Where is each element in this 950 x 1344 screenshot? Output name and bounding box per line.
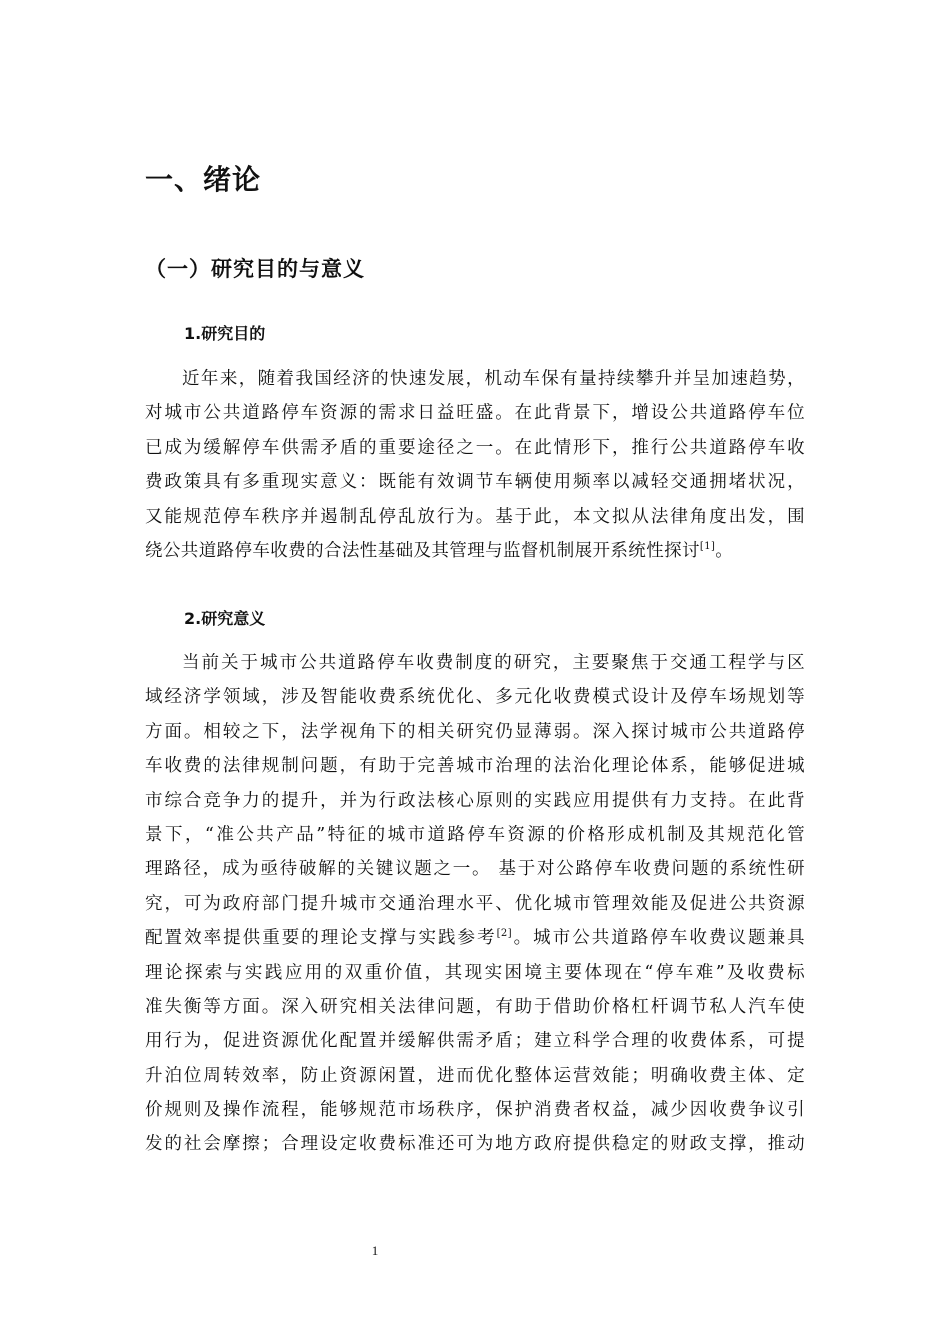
chapter-heading: 一、绪论 [145, 163, 262, 196]
paragraph-significance [145, 646, 805, 1162]
paragraph-line: 绕公共道路停车收费的合法性基础及其管理与监督机制展开系统性探讨[1]。 [145, 540, 734, 561]
paragraph-line: 已成为缓解停车供需矛盾的重要途径之一。在此情形下，推行公共道路停车收 [145, 437, 805, 458]
paragraph-line: 又能规范停车秩序并遏制乱停乱放行为。基于此，本文拟从法律角度出发，围 [145, 506, 805, 527]
citation-ref: [1] [699, 540, 716, 552]
paragraph-line: 域经济学领域，涉及智能收费系统优化、多元化收费模式设计及停车场规划等 [145, 687, 805, 708]
paragraph-line: 景下，“准公共产品”特征的城市道路停车资源的价格形成机制及其规范化管 [145, 824, 805, 845]
paragraph-line: 对城市公共道路停车资源的需求日益旺盛。在此背景下，增设公共道路停车位 [145, 403, 805, 424]
paragraph-line: 配置效率提供重要的理论支撑与实践参考[2]。城市公共道路停车收费议题兼具 [145, 928, 806, 949]
paragraph-line: 车收费的法律规制问题，有助于完善城市治理的法治化理论体系，能够促进城 [145, 756, 805, 777]
paragraph-line: 费政策具有多重现实意义：既能有效调节车辆使用频率以减轻交通拥堵状况， [145, 472, 805, 493]
paragraph-line: 当前关于城市公共道路停车收费制度的研究，主要聚焦于交通工程学与区 [182, 653, 805, 673]
paragraph-line: 究，可为政府部门提升城市交通治理水平、优化城市管理效能及促进公共资源 [145, 893, 805, 914]
paragraph-line: 发的社会摩擦；合理设定收费标准还可为地方政府提供稳定的财政支撑，推动 [145, 1134, 805, 1155]
paragraph-line: 准失衡等方面。深入研究相关法律问题，有助于借助价格杠杆调节私人汽车使 [145, 996, 805, 1017]
paragraph-purpose [145, 362, 805, 568]
paragraph-line: 理路径，成为亟待破解的关键议题之一。 基于对公路停车收费问题的系统性研 [145, 859, 805, 880]
subsection-heading-purpose: 1.研究目的 [184, 324, 266, 343]
paragraph-line: 用行为，促进资源优化配置并缓解供需矛盾；建立科学合理的收费体系，可提 [145, 1031, 805, 1052]
citation-ref: [2] [496, 928, 512, 940]
paragraph-line: 价规则及操作流程，能够规范市场秩序，保护消费者权益，减少因收费争议引 [145, 1100, 805, 1121]
paragraph-line: 理论探索与实践应用的双重价值，其现实困境主要体现在“停车难”及收费标 [145, 962, 805, 983]
paragraph-line: 升泊位周转效率，防止资源闲置，进而优化整体运营效能；明确收费主体、定 [145, 1065, 805, 1086]
paragraph-line: 市综合竞争力的提升，并为行政法核心原则的实践应用提供有力支持。在此背 [145, 790, 805, 811]
paragraph-line: 方面。相较之下，法学视角下的相关研究仍显薄弱。深入探讨城市公共道路停 [145, 721, 805, 742]
paragraph-line: 近年来，随着我国经济的快速发展，机动车保有量持续攀升并呈加速趋势， [182, 369, 805, 389]
page-number: 1 [371, 1243, 379, 1258]
subsection-heading-significance: 2.研究意义 [184, 609, 266, 628]
section-heading: （一）研究目的与意义 [145, 257, 365, 281]
